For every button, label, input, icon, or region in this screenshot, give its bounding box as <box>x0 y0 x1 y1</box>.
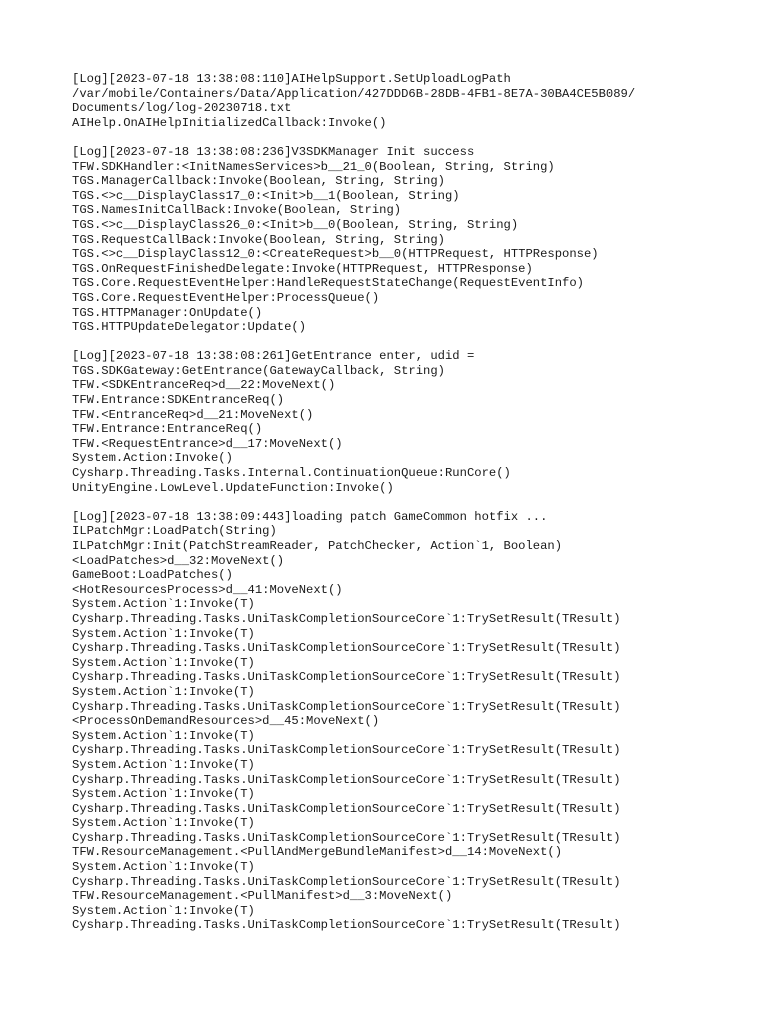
log-line: Cysharp.Threading.Tasks.UniTaskCompletionSourceCore`1:TrySetResult(TResult) <box>72 772 621 787</box>
log-line: System.Action`1:Invoke(T) <box>72 816 255 831</box>
log-line: System.Action`1:Invoke(T) <box>72 655 255 670</box>
log-line: [Log][2023-07-18 13:38:09:443]loading patch GameCommon hotfix ... <box>72 509 548 524</box>
log-line: TGS.Core.RequestEventHelper:HandleRequestStateChange(RequestEventInfo) <box>72 276 584 291</box>
log-line: TFW.Entrance:SDKEntranceReq() <box>72 393 285 408</box>
log-line: System.Action`1:Invoke(T) <box>72 728 255 743</box>
log-line: Cysharp.Threading.Tasks.UniTaskCompletionSourceCore`1:TrySetResult(TResult) <box>72 743 621 758</box>
log-line: Cysharp.Threading.Tasks.UniTaskCompletionSourceCore`1:TrySetResult(TResult) <box>72 801 621 816</box>
log-line: System.Action`1:Invoke(T) <box>72 860 255 875</box>
log-line: TGS.ManagerCallback:Invoke(Boolean, String, String) <box>72 174 445 189</box>
log-line: TFW.ResourceManagement.<PullAndMergeBundleManifest>d__14:MoveNext() <box>72 845 563 860</box>
log-line: Cysharp.Threading.Tasks.UniTaskCompletionSourceCore`1:TrySetResult(TResult) <box>72 670 621 685</box>
log-line: TGS.RequestCallBack:Invoke(Boolean, String, String) <box>72 232 445 247</box>
log-line: <LoadPatches>d__32:MoveNext() <box>72 553 285 568</box>
log-line: TGS.HTTPUpdateDelegator:Update() <box>72 320 307 335</box>
log-line: System.Action:Invoke() <box>72 451 233 466</box>
log-line: Cysharp.Threading.Tasks.UniTaskCompletionSourceCore`1:TrySetResult(TResult) <box>72 611 621 626</box>
log-document <box>72 72 712 948</box>
log-line: System.Action`1:Invoke(T) <box>72 787 255 802</box>
log-line: /var/mobile/Containers/Data/Application/427DDD6B-28DB-4FB1-8E7A-30BA4CE5B089/ <box>72 86 636 101</box>
log-line: Cysharp.Threading.Tasks.UniTaskCompletionSourceCore`1:TrySetResult(TResult) <box>72 874 621 889</box>
log-line: Cysharp.Threading.Tasks.UniTaskCompletionSourceCore`1:TrySetResult(TResult) <box>72 830 621 845</box>
log-entry-get-entrance <box>72 349 712 495</box>
log-line: TGS.HTTPManager:OnUpdate() <box>72 305 263 320</box>
log-line: TGS.<>c__DisplayClass12_0:<CreateRequest>b__0(HTTPRequest, HTTPResponse) <box>72 247 599 262</box>
log-line: Documents/log/log-20230718.txt <box>72 101 292 116</box>
log-line: <HotResourcesProcess>d__41:MoveNext() <box>72 582 343 597</box>
log-line: AIHelp.OnAIHelpInitializedCallback:Invoke() <box>72 115 387 130</box>
log-line: Cysharp.Threading.Tasks.UniTaskCompletionSourceCore`1:TrySetResult(TResult) <box>72 699 621 714</box>
log-line: TFW.ResourceManagement.<PullManifest>d__3:MoveNext() <box>72 889 453 904</box>
log-line: [Log][2023-07-18 13:38:08:110]AIHelpSupport.SetUploadLogPath <box>72 72 511 86</box>
log-line: TGS.SDKGateway:GetEntrance(GatewayCallback, String) <box>72 363 445 378</box>
log-line: System.Action`1:Invoke(T) <box>72 684 255 699</box>
log-line: TGS.<>c__DisplayClass26_0:<Init>b__0(Boolean, String, String) <box>72 217 519 232</box>
log-line: UnityEngine.LowLevel.UpdateFunction:Invoke() <box>72 480 394 495</box>
log-line: TFW.SDKHandler:<InitNamesServices>b__21_0(Boolean, String, String) <box>72 159 555 174</box>
log-line: Cysharp.Threading.Tasks.Internal.ContinuationQueue:RunCore() <box>72 466 511 481</box>
log-line: [Log][2023-07-18 13:38:08:261]GetEntrance enter, udid = <box>72 349 475 364</box>
log-line: TFW.<EntranceReq>d__21:MoveNext() <box>72 407 314 422</box>
log-entry-loading-patch <box>72 510 712 933</box>
log-line: TGS.NamesInitCallBack:Invoke(Boolean, String) <box>72 203 402 218</box>
log-line: System.Action`1:Invoke(T) <box>72 757 255 772</box>
log-line: Cysharp.Threading.Tasks.UniTaskCompletionSourceCore`1:TrySetResult(TResult) <box>72 641 621 656</box>
log-line: System.Action`1:Invoke(T) <box>72 903 255 918</box>
log-line: TGS.OnRequestFinishedDelegate:Invoke(HTTPRequest, HTTPResponse) <box>72 261 533 276</box>
log-line: TGS.<>c__DisplayClass17_0:<Init>b__1(Boolean, String) <box>72 188 460 203</box>
log-line: System.Action`1:Invoke(T) <box>72 597 255 612</box>
log-line: ILPatchMgr:Init(PatchStreamReader, PatchChecker, Action`1, Boolean) <box>72 539 563 553</box>
log-line: TGS.Core.RequestEventHelper:ProcessQueue() <box>72 290 380 305</box>
log-line: ILPatchMgr:LoadPatch(String) <box>72 524 277 539</box>
log-line: <ProcessOnDemandResources>d__45:MoveNext() <box>72 714 380 729</box>
log-line: TFW.<RequestEntrance>d__17:MoveNext() <box>72 436 343 451</box>
log-line: Cysharp.Threading.Tasks.UniTaskCompletionSourceCore`1:TrySetResult(TResult) <box>72 918 621 933</box>
log-line: [Log][2023-07-18 13:38:08:236]V3SDKManager Init success <box>72 144 475 159</box>
log-line: GameBoot:LoadPatches() <box>72 568 233 583</box>
log-entry-aihelp-upload-path <box>72 72 712 130</box>
log-line: System.Action`1:Invoke(T) <box>72 626 255 641</box>
log-line: TFW.<SDKEntranceReq>d__22:MoveNext() <box>72 378 336 393</box>
log-line: TFW.Entrance:EntranceReq() <box>72 422 263 437</box>
log-entry-sdkmanager-init <box>72 145 712 335</box>
